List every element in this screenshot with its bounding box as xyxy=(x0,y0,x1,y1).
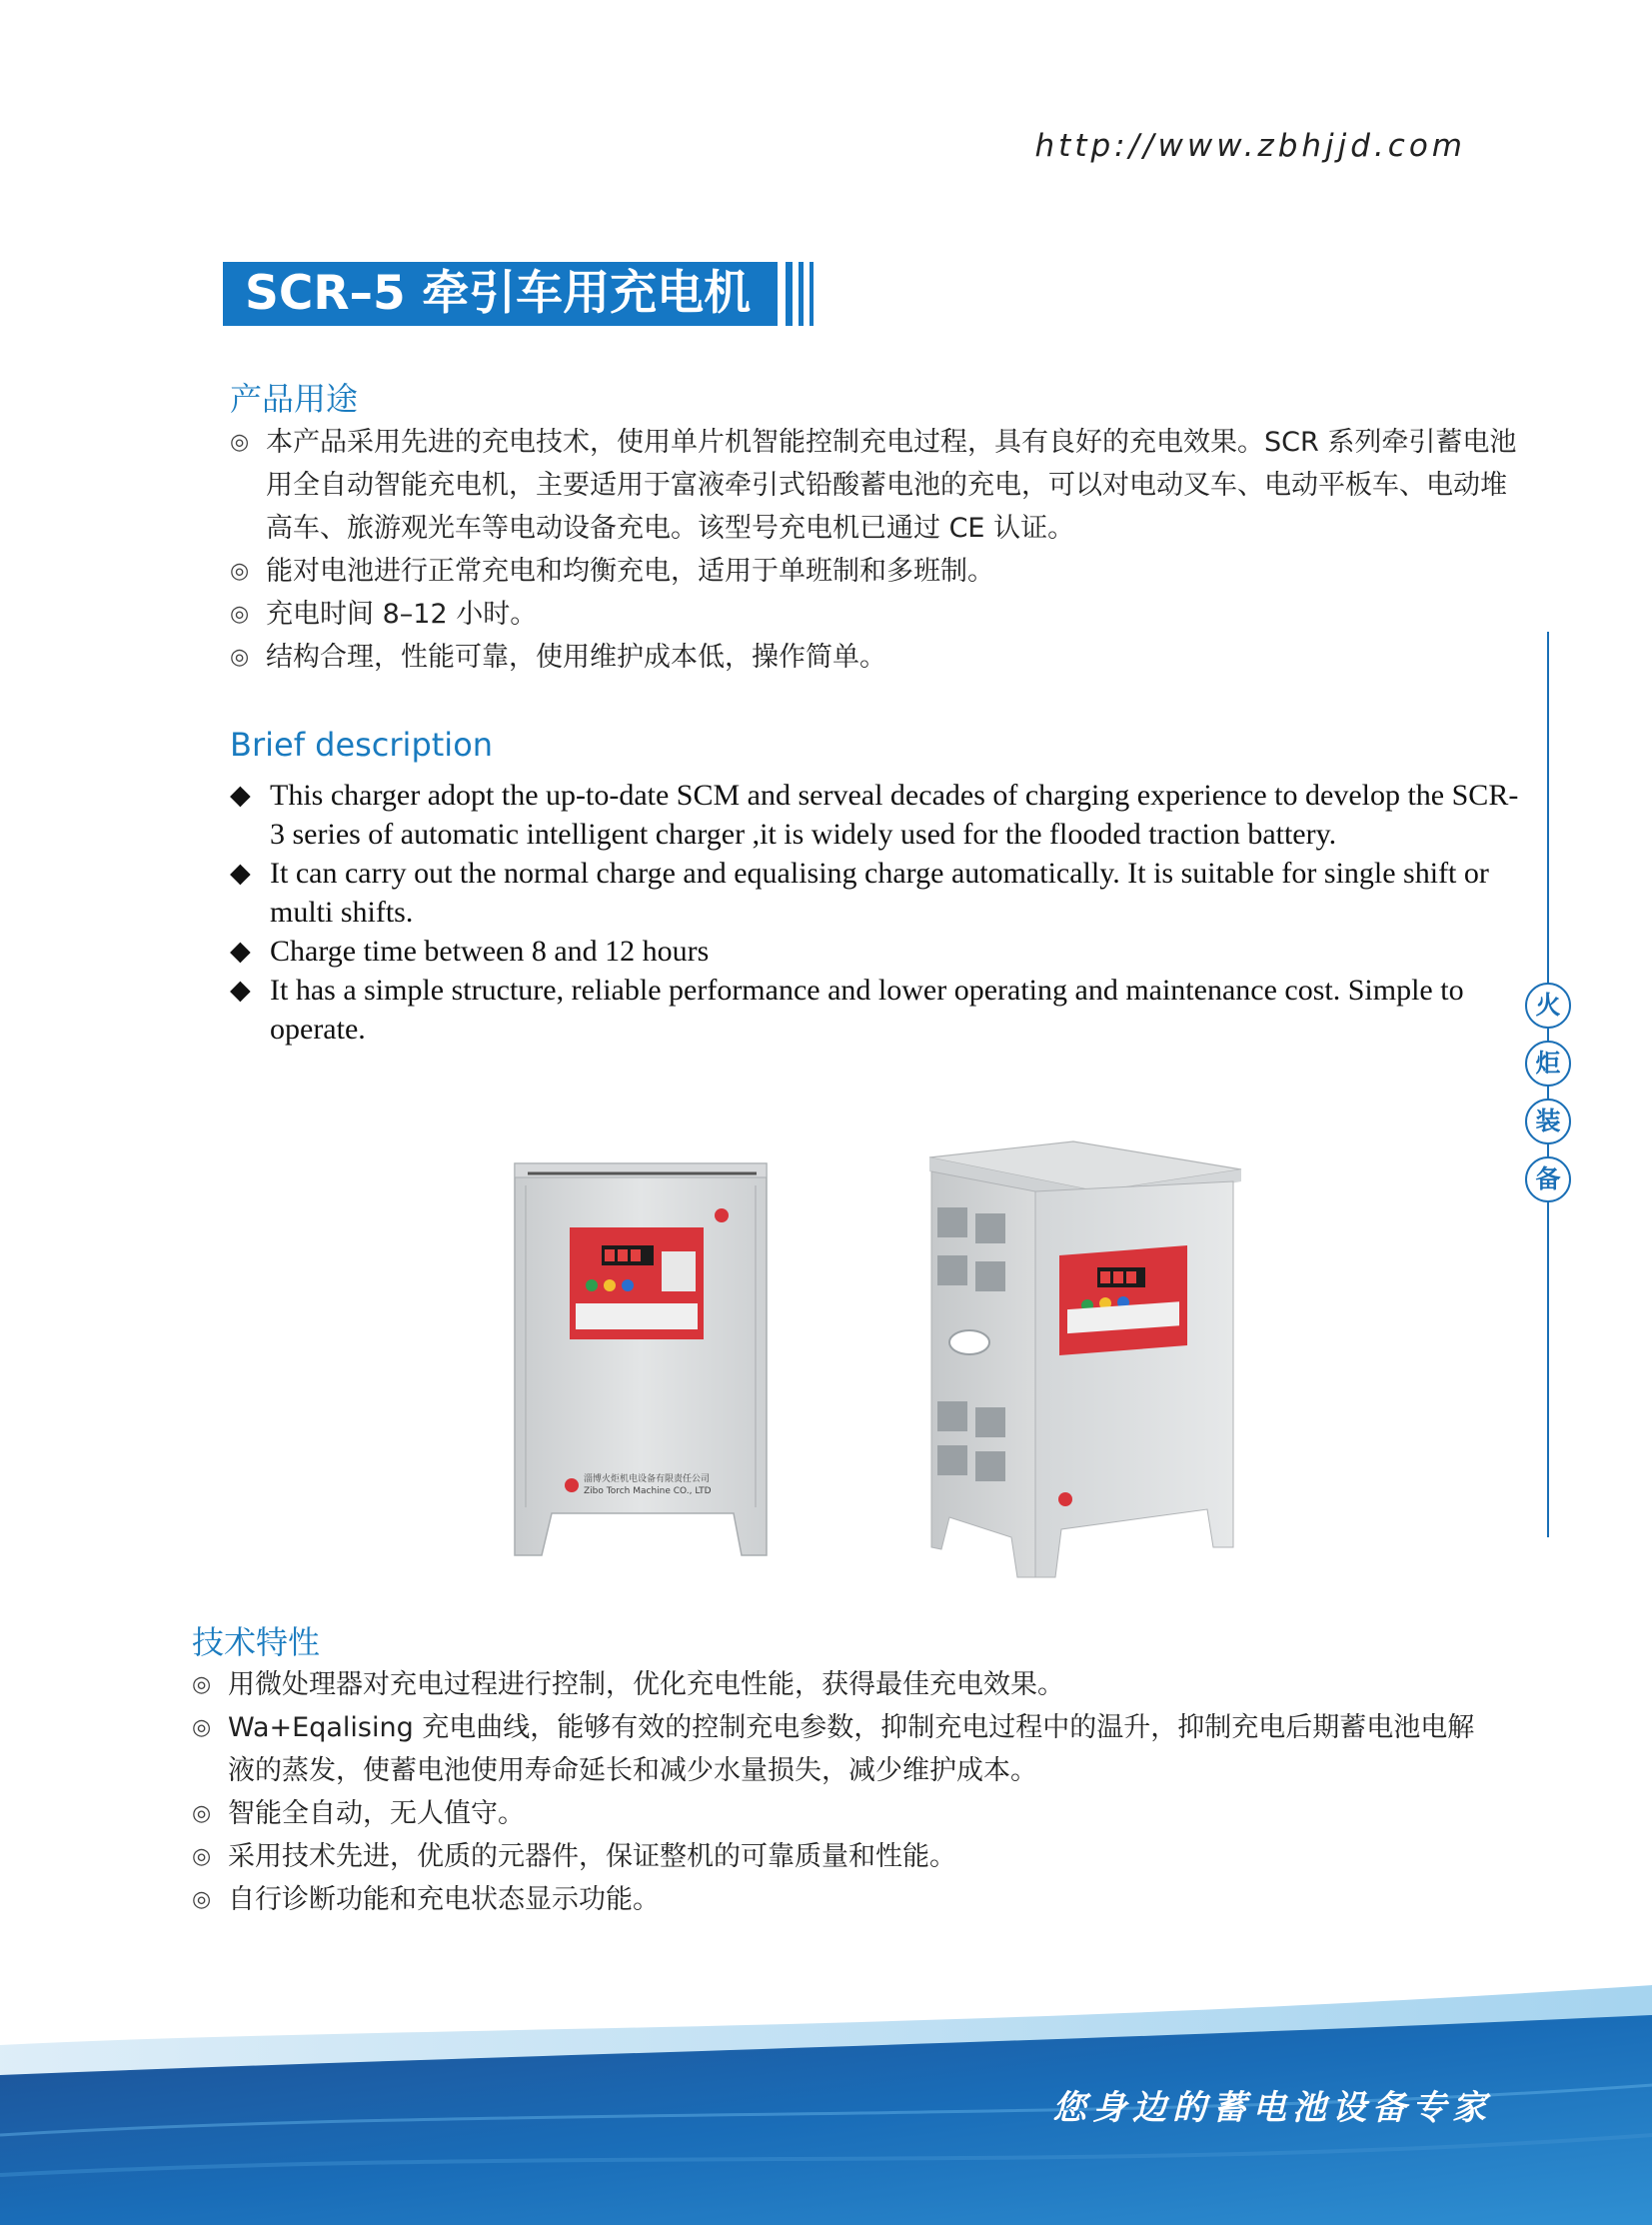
title-stripe xyxy=(786,262,793,326)
side-badge: 火 xyxy=(1525,983,1571,1029)
list-item xyxy=(230,593,1529,636)
side-badge: 装 xyxy=(1525,1099,1571,1144)
side-badges xyxy=(1525,983,1571,1214)
circle-bullet-icon: ◎ xyxy=(230,430,250,455)
list-item-text: 结构合理，性能可靠，使用维护成本低，操作简单。 xyxy=(266,642,886,673)
title-stripe xyxy=(799,262,804,326)
list-item xyxy=(192,1835,1501,1878)
list-item-text: 充电时间 8–12 小时。 xyxy=(266,599,538,630)
list-item-text: 能对电池进行正常充电和均衡充电，适用于单班制和多班制。 xyxy=(266,556,994,587)
list-item xyxy=(192,1706,1501,1792)
list-item-text: Wa+Eqalising 充电曲线，能够有效的控制充电参数，抑制充电过程中的温升，抑制充电后期蓄电池电解液的蒸发，使蓄电池使用寿命延长和减少水量损失，减少维护成本。 xyxy=(228,1712,1475,1786)
tech-heading: 技术特性 xyxy=(192,1623,321,1661)
company-name-en: Zibo Torch Machine CO., LTD xyxy=(584,1486,712,1496)
list-item xyxy=(230,550,1529,593)
diamond-bullet-icon: ◆ xyxy=(230,936,251,966)
list-item xyxy=(230,932,1529,971)
list-item-text: Charge time between 8 and 12 hours xyxy=(270,935,710,968)
tech-list xyxy=(192,1663,1501,1921)
circle-bullet-icon: ◎ xyxy=(192,1887,212,1912)
brief-heading: Brief description xyxy=(230,726,494,764)
usage-list xyxy=(230,421,1529,679)
circle-bullet-icon: ◎ xyxy=(230,602,250,627)
list-item-text: 用微处理器对充电过程进行控制，优化充电性能，获得最佳充电效果。 xyxy=(228,1669,1064,1700)
list-item xyxy=(230,854,1529,932)
usage-heading: 产品用途 xyxy=(230,380,359,418)
side-badge: 备 xyxy=(1525,1156,1571,1202)
footer-slogan: 您身边的蓄电池设备专家 xyxy=(1052,2088,1492,2128)
diamond-bullet-icon: ◆ xyxy=(230,858,251,888)
list-item xyxy=(192,1792,1501,1835)
charger-front-image xyxy=(512,1155,772,1560)
list-item xyxy=(230,636,1529,679)
charger-angle-image xyxy=(925,1137,1247,1583)
list-item-text: It has a simple structure, reliable performance and lower operating and maintenance cost. Simple to operate. xyxy=(270,974,1464,1046)
diamond-bullet-icon: ◆ xyxy=(230,975,251,1005)
list-item-text: It can carry out the normal charge and equalising charge automatically. It is suitable for single shift or multi shifts. xyxy=(270,857,1489,929)
circle-bullet-icon: ◎ xyxy=(192,1844,212,1869)
footer-wave xyxy=(0,1985,1652,2225)
list-item-text: 智能全自动，无人值守。 xyxy=(228,1798,525,1829)
circle-bullet-icon: ◎ xyxy=(230,559,250,584)
list-item xyxy=(230,971,1529,1049)
side-badge: 炬 xyxy=(1525,1041,1571,1087)
circle-bullet-icon: ◎ xyxy=(230,645,250,670)
diamond-bullet-icon: ◆ xyxy=(230,780,251,810)
list-item-text: 自行诊断功能和充电状态显示功能。 xyxy=(228,1884,660,1915)
brief-list xyxy=(230,776,1529,1049)
list-item-text: 本产品采用先进的充电技术，使用单片机智能控制充电过程，具有良好的充电效果。SCR 系列牵引蓄电池用全自动智能充电机，主要适用于富液牵引式铅酸蓄电池的充电，可以对电动叉车、电动平板车、电动堆高车、旅游观光车等电动设备充电。该型号充电机已通过 CE 认证。 xyxy=(266,427,1517,544)
title-bar: SCR–5 牵引车用充电机 xyxy=(223,262,778,326)
list-item xyxy=(192,1878,1501,1921)
list-item xyxy=(192,1663,1501,1706)
company-name-cn: 淄博火炬机电设备有限责任公司 xyxy=(584,1474,711,1484)
list-item-text: This charger adopt the up-to-date SCM and serveal decades of charging experience to develop the SCR-3 series of automatic intelligent charger ,it is widely used for the flooded traction battery. xyxy=(270,779,1519,851)
list-item-text: 采用技术先进，优质的元器件，保证整机的可靠质量和性能。 xyxy=(228,1841,956,1872)
circle-bullet-icon: ◎ xyxy=(192,1715,212,1740)
title-stripe xyxy=(810,262,814,326)
website-url[interactable]: http://www.zbhjjd.com xyxy=(1034,128,1466,164)
list-item xyxy=(230,776,1529,854)
list-item xyxy=(230,421,1529,550)
circle-bullet-icon: ◎ xyxy=(192,1672,212,1697)
circle-bullet-icon: ◎ xyxy=(192,1801,212,1826)
